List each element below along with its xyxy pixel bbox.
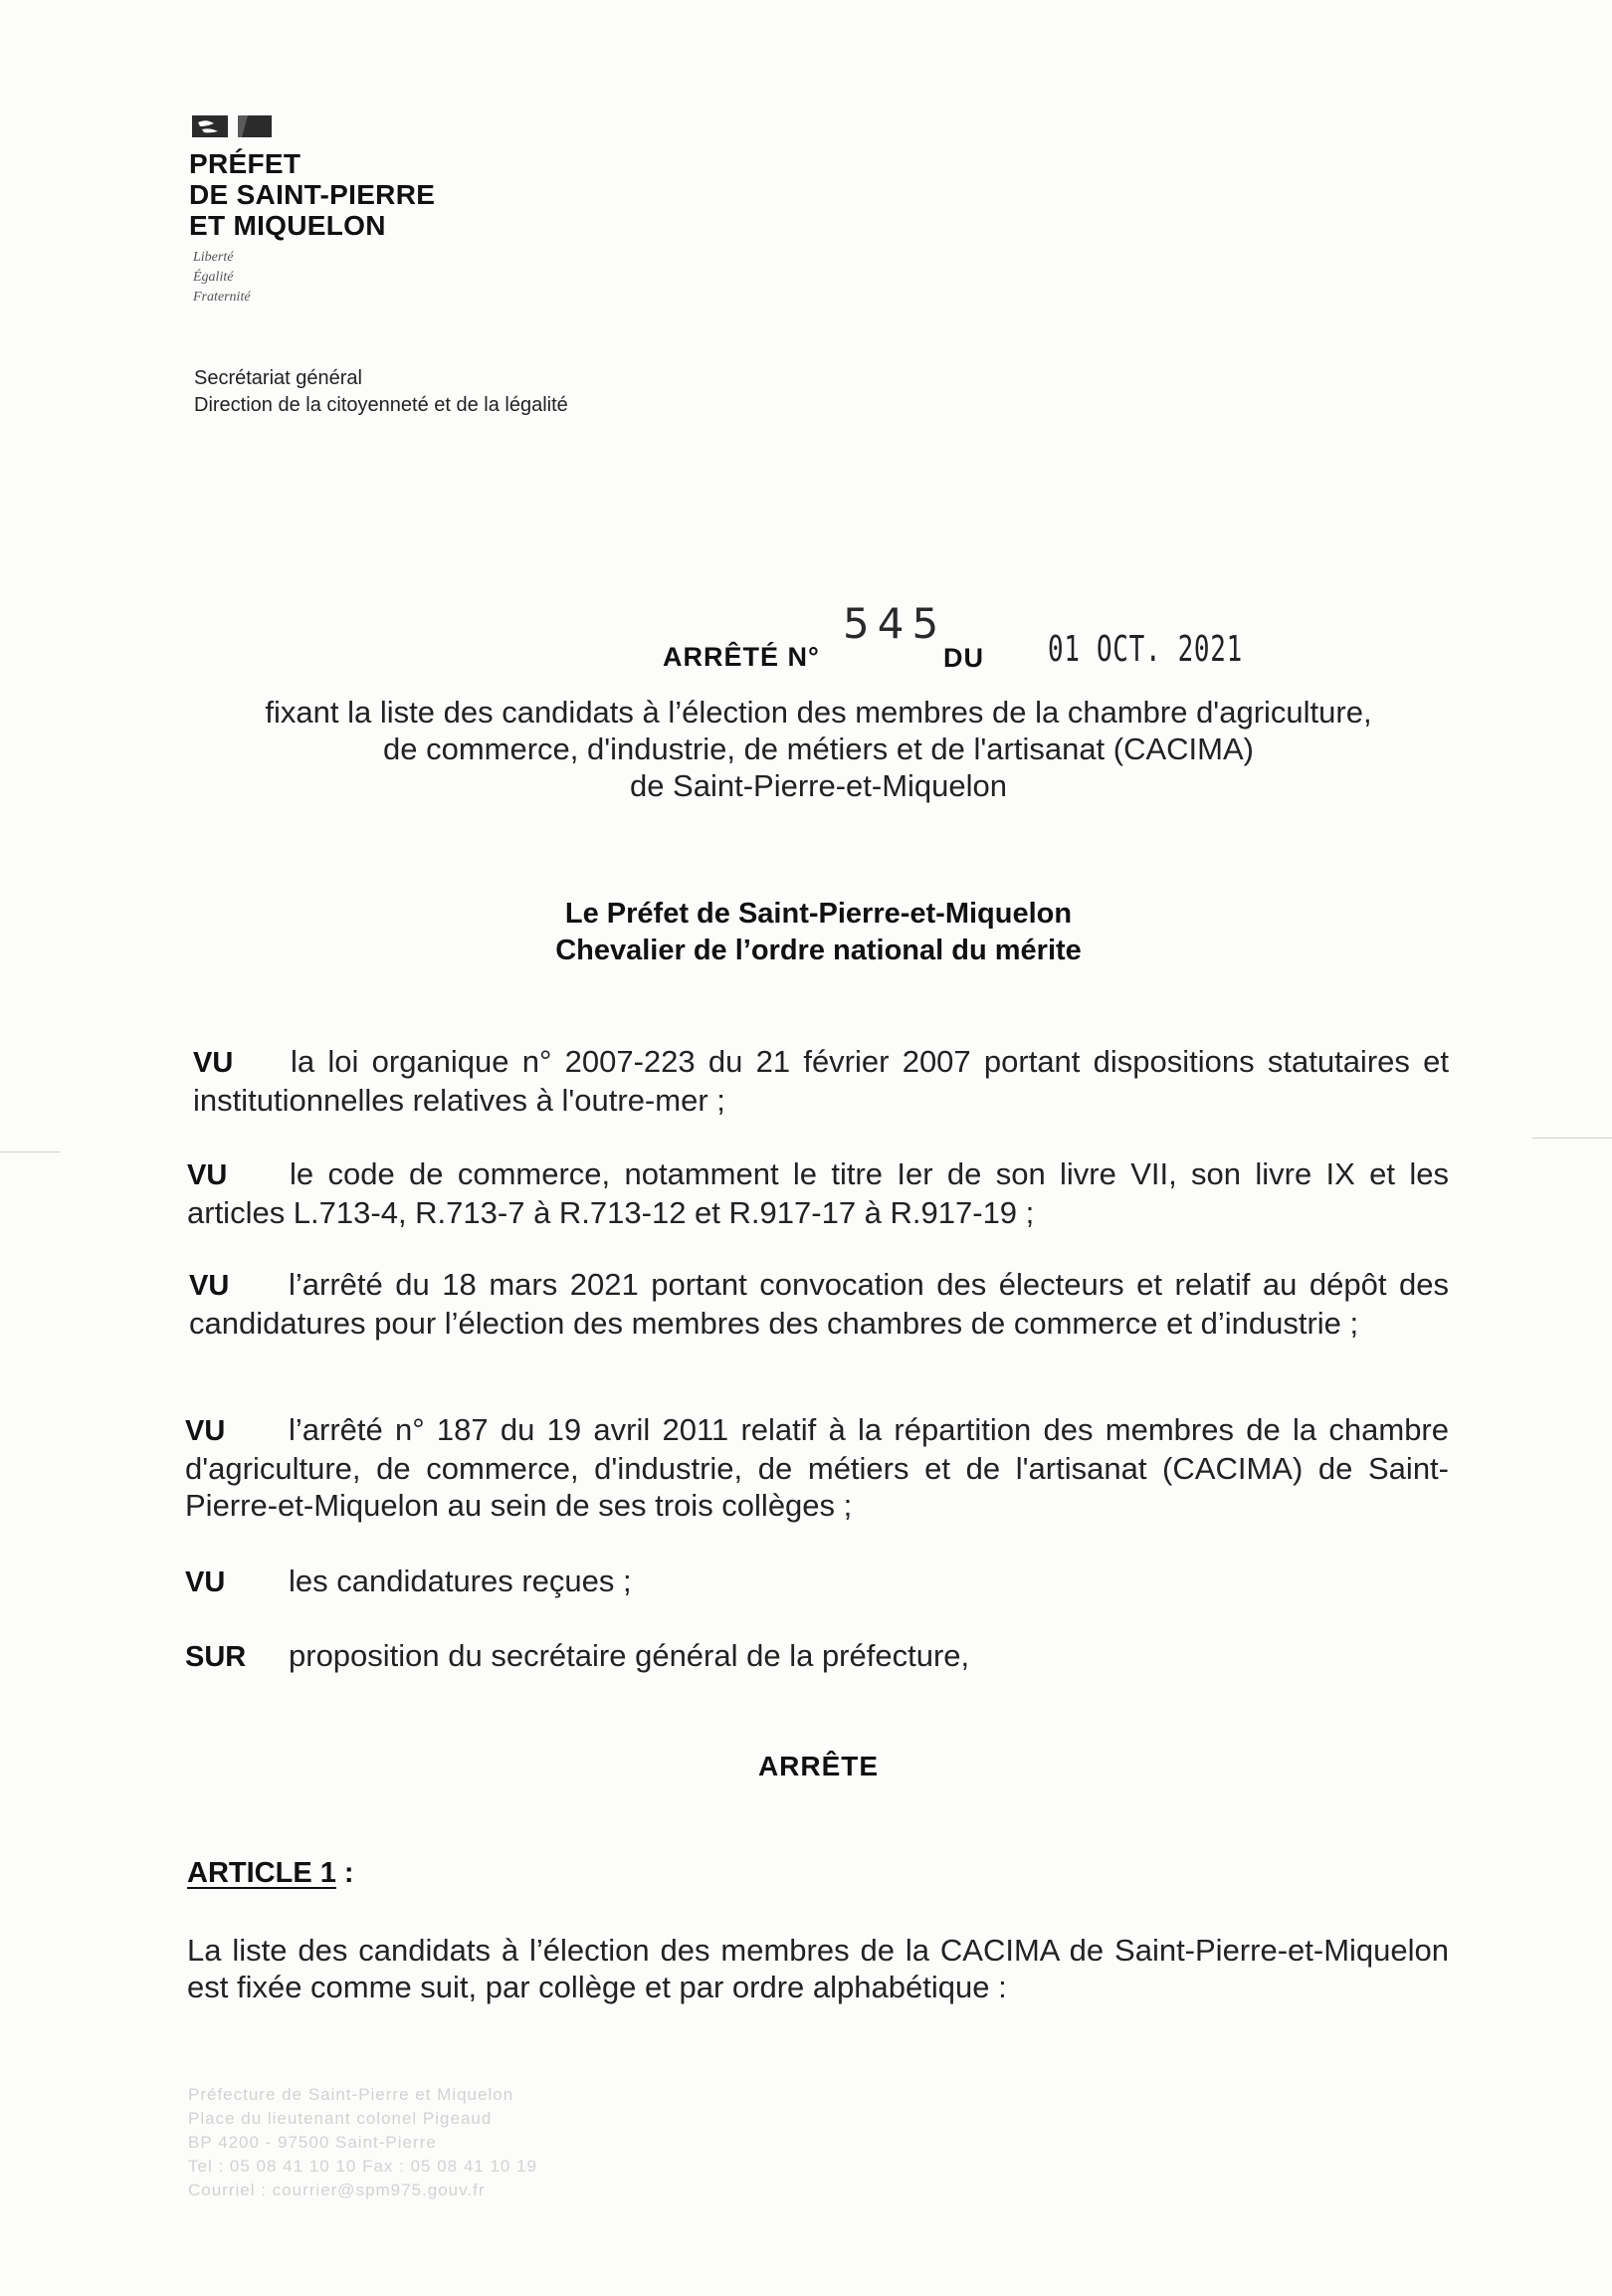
article-1-label: ARTICLE 1 [187, 1857, 336, 1889]
visa-3 [189, 1266, 1449, 1342]
subject-line-1: fixant la liste des candidats à l’élection des membres de la chambre d'agriculture, [265, 695, 1372, 730]
footer-line-2: Place du lieutenant colonel Pigeaud [188, 2109, 493, 2128]
marianne-logo-icon [192, 113, 272, 139]
visa-5 [185, 1563, 1449, 1601]
visa-1 [193, 1043, 1449, 1119]
service-line-2: Direction de la citoyenneté et de la légalité [194, 394, 568, 416]
scan-artifact-left [0, 1151, 60, 1152]
arrete-number: 545 [843, 599, 947, 648]
subject-line-3: de Saint-Pierre-et-Miquelon [629, 768, 1008, 803]
prefet-line-2: DE SAINT-PIERRE [189, 179, 436, 210]
visa-keyword: VU [185, 1566, 226, 1598]
visa-text-rest: et institutionnelles relatives à l'outre-mer ; [193, 1044, 1449, 1118]
sur-text: proposition du secrétaire général de la préfecture, [289, 1638, 970, 1673]
arrete-label: ARRÊTÉ N° [663, 642, 820, 672]
article-1-heading [187, 1857, 354, 1890]
du-label: DU [943, 643, 984, 673]
prefet-line-1: PRÉFET [189, 148, 302, 179]
visa-2 [187, 1155, 1449, 1231]
visa-text-first: l’arrêté n° 187 du 19 avril 2011 relatif à la répartition des membres de la [289, 1412, 1317, 1447]
footer-line-1: Préfecture de Saint-Pierre et Miquelon [188, 2085, 514, 2104]
motto-egalite: Égalité [193, 270, 234, 285]
visa-keyword: VU [189, 1270, 230, 1302]
footer-line-5: Courriel : courrier@spm975.gouv.fr [188, 2181, 486, 2199]
service-line-1: Secrétariat général [194, 367, 362, 389]
subject-line-2: de commerce, d'industrie, de métiers et de l'artisanat (CACIMA) [383, 731, 1254, 766]
footer-line-3: BP 4200 - 97500 Saint-Pierre [188, 2133, 437, 2152]
visa-text-first: la loi organique n° 2007-223 du 21 février 2007 portant dispositions statutaires [291, 1044, 1410, 1079]
scan-artifact-right [1532, 1138, 1612, 1139]
footer-line-4: Tel : 05 08 41 10 10 Fax : 05 08 41 10 19 [188, 2157, 538, 2176]
visa-text-first: le code de commerce, notamment le titre Ier de son livre VII, son livre IX et les [290, 1156, 1449, 1191]
authority-line-2: Chevalier de l’ordre national du mérite [555, 935, 1082, 966]
prefet-line-3: ET MIQUELON [189, 210, 386, 241]
visa-text-first: l’arrêté du 18 mars 2021 portant convocation des électeurs et relatif au dépôt [289, 1267, 1387, 1302]
authority-line-1: Le Préfet de Saint-Pierre-et-Miquelon [564, 898, 1073, 930]
decision-heading: ARRÊTE [757, 1751, 880, 1781]
article-1-text: La liste des candidats à l’élection des membres de la CACIMA de Saint-Pierre-et-Miquelon est fixée comme suit, par collège et par ordre alphabétique : [187, 1933, 1449, 2004]
article-1-colon: : [335, 1857, 354, 1889]
visa-4 [185, 1411, 1449, 1524]
date-stamp: 01 OCT. 2021 [1048, 629, 1243, 670]
visa-sur [185, 1637, 1449, 1676]
visa-text-rest: articles L.713-4, R.713-7 à R.713-12 et R.917-17 à R.917-19 ; [187, 1195, 1035, 1230]
visa-keyword: VU [185, 1415, 226, 1447]
visa-keyword: VU [187, 1159, 228, 1191]
motto-fraternite: Fraternité [193, 290, 251, 305]
visa-text-first: les candidatures reçues ; [289, 1564, 632, 1598]
motto-liberte: Liberté [193, 250, 234, 265]
sur-keyword: SUR [185, 1641, 247, 1673]
visa-text-rest: chambre d'agriculture, de commerce, d'industrie, de métiers et de l'artisanat (CACIMA) de Saint-Pierre-et-Miquelon au sein de ses trois collèges ; [185, 1412, 1449, 1523]
visa-keyword: VU [193, 1047, 234, 1079]
visa-text-rest: des candidatures pour l’élection des membres des chambres de commerce et d’industrie ; [189, 1267, 1449, 1341]
